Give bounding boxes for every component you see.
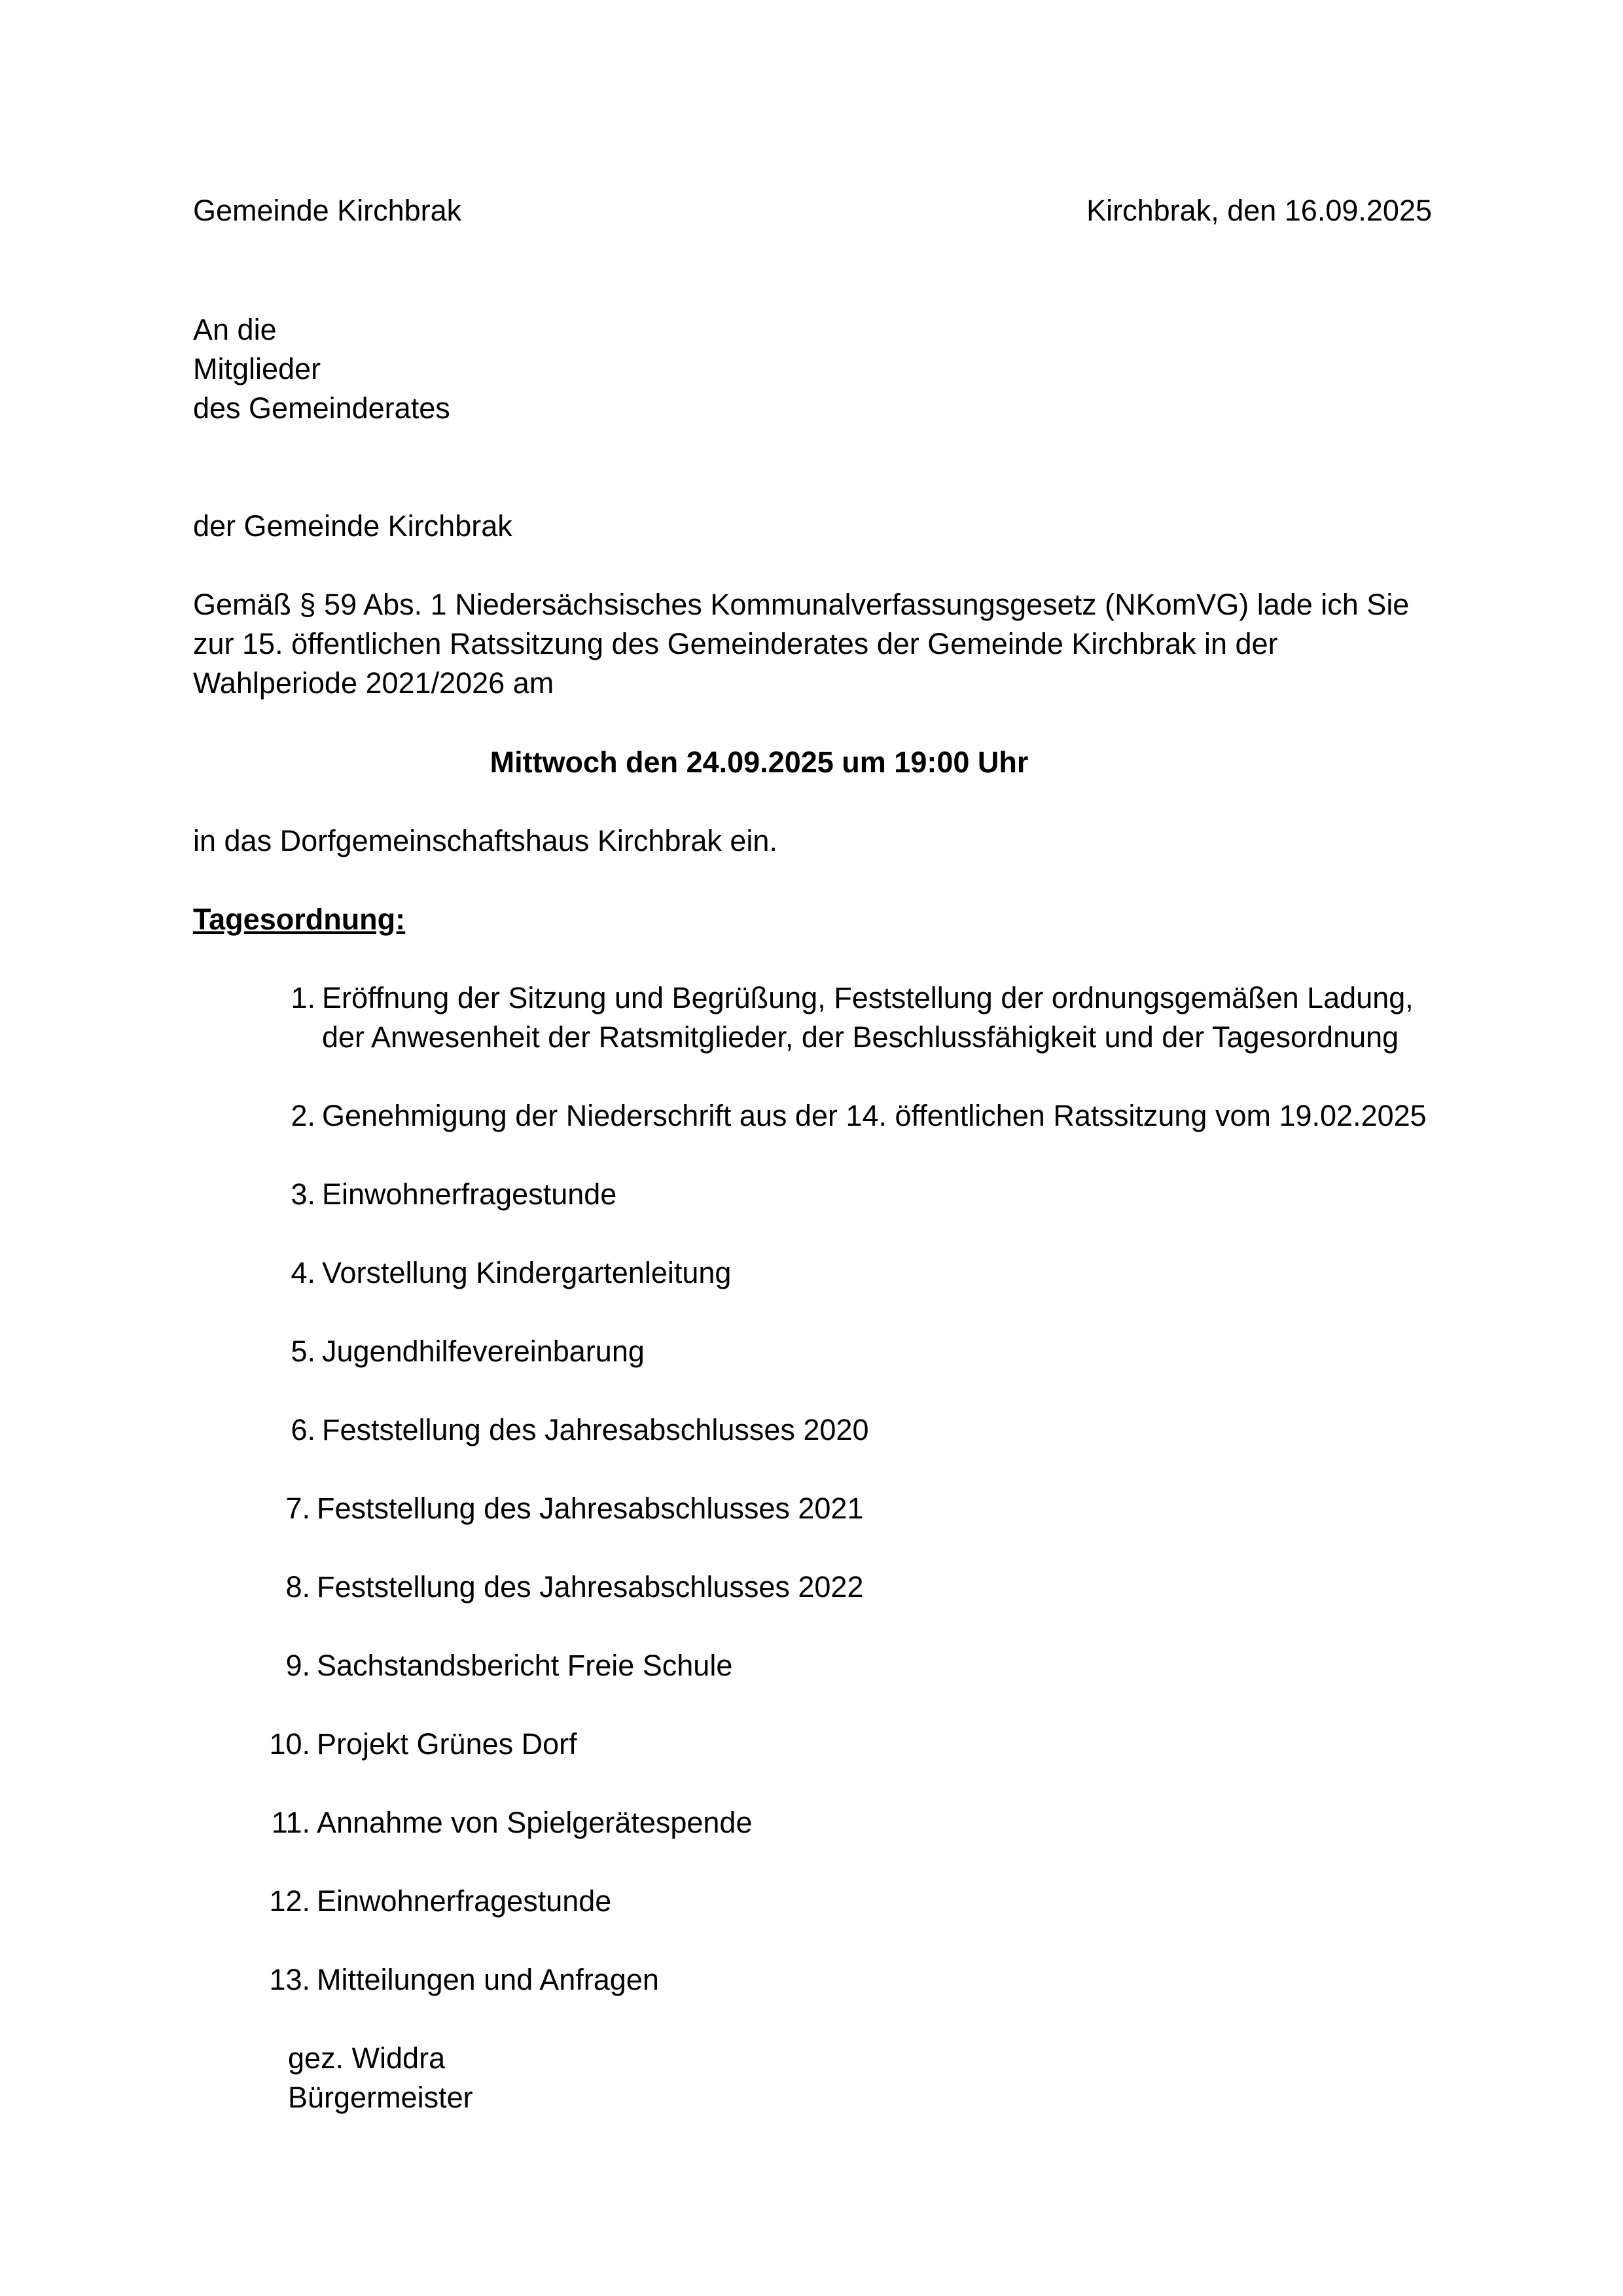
agenda-item-number: 11.: [271, 1806, 310, 1839]
agenda-item-number: 5.: [291, 1335, 315, 1368]
agenda-item-text: [322, 1253, 731, 1293]
recipient-block: [193, 310, 450, 428]
agenda-item-line: Feststellung des Jahresabschlusses 2022: [317, 1570, 864, 1604]
agenda-item-number: 1.: [291, 981, 315, 1014]
agenda-item-line: Vorstellung Kindergartenleitung: [322, 1256, 732, 1289]
recipient-line: des Gemeinderates: [193, 391, 450, 425]
agenda-item-number: 10.: [269, 1727, 310, 1761]
sender-name: Gemeinde Kirchbrak: [193, 194, 462, 227]
intro-line: Gemäß § 59 Abs. 1 Niedersächsisches Kommunalverfassungsgesetz (NKomVG) lade ich Sie: [193, 588, 1410, 621]
agenda-item-text: [317, 1489, 864, 1528]
agenda-item-line: Eröffnung der Sitzung und Begrüßung, Feststellung der ordnungsgemäßen Ladung,: [322, 981, 1414, 1014]
agenda-item-line: Genehmigung der Niederschrift aus der 14. öffentlichen Ratssitzung vom 19.02.2025: [322, 1099, 1427, 1132]
agenda-item-line: Feststellung des Jahresabschlusses 2020: [322, 1413, 869, 1446]
signature-title: Bürgermeister: [288, 2081, 473, 2114]
agenda-item-text: [317, 1568, 864, 1607]
agenda-item-number: 6.: [291, 1413, 315, 1446]
agenda-item-number: 4.: [291, 1256, 315, 1289]
agenda-item-text: [322, 978, 1414, 1057]
agenda-item-line: Feststellung des Jahresabschlusses 2021: [317, 1492, 864, 1525]
place-date: Kirchbrak, den 16.09.2025: [1086, 194, 1432, 227]
intro-line: Wahlperiode 2021/2026 am: [193, 666, 554, 700]
agenda-item-number: 3.: [291, 1177, 315, 1211]
agenda-item-line: Einwohnerfragestunde: [317, 1884, 612, 1918]
agenda-item-line: Sachstandsbericht Freie Schule: [317, 1649, 733, 1682]
agenda-item-text: [317, 1646, 732, 1685]
agenda-item-text: [317, 1725, 577, 1764]
agenda-item-line: Einwohnerfragestunde: [322, 1177, 617, 1211]
signature-block: [288, 2039, 473, 2117]
agenda-item-text: [317, 1803, 753, 1842]
meeting-datetime: [0, 743, 1505, 782]
agenda-item-text: [317, 1882, 611, 1921]
agenda-item-line: Jugendhilfevereinbarung: [322, 1335, 645, 1368]
community-line: der Gemeinde Kirchbrak: [193, 509, 512, 543]
agenda-item-line: der Anwesenheit der Ratsmitglieder, der Beschlussfähigkeit und der Tagesordnung: [322, 1020, 1399, 1054]
signature-name: gez. Widdra: [288, 2041, 446, 2075]
intro-line: zur 15. öffentlichen Ratssitzung des Gemeinderates der Gemeinde Kirchbrak in der: [193, 627, 1278, 660]
recipient-line: Mitglieder: [193, 352, 321, 386]
agenda-item-text: [322, 1410, 869, 1450]
meeting-location: in das Dorfgemeinschaftshaus Kirchbrak ein.: [193, 824, 777, 857]
agenda-item-text: [317, 1960, 659, 2000]
agenda-item-number: 13.: [269, 1963, 310, 1996]
meeting-datetime-text: Mittwoch den 24.09.2025 um 19:00 Uhr: [490, 745, 1029, 779]
agenda-item-text: [322, 1332, 645, 1371]
agenda-item-line: Mitteilungen und Anfragen: [317, 1963, 659, 1996]
agenda-item-number: 12.: [269, 1884, 310, 1918]
agenda-item-number: 9.: [285, 1649, 310, 1682]
agenda-item-number: 8.: [285, 1570, 310, 1604]
agenda-item-text: [322, 1096, 1427, 1136]
agenda-heading: Tagesordnung:: [193, 903, 406, 936]
agenda-item-text: [322, 1175, 616, 1214]
recipient-line: An die: [193, 313, 277, 346]
agenda-item-number: 7.: [285, 1492, 310, 1525]
agenda-item-number: 2.: [291, 1099, 315, 1132]
intro-paragraph: [193, 585, 1469, 703]
agenda-item-line: Annahme von Spielgerätespende: [317, 1806, 753, 1839]
agenda-item-line: Projekt Grünes Dorf: [317, 1727, 577, 1761]
